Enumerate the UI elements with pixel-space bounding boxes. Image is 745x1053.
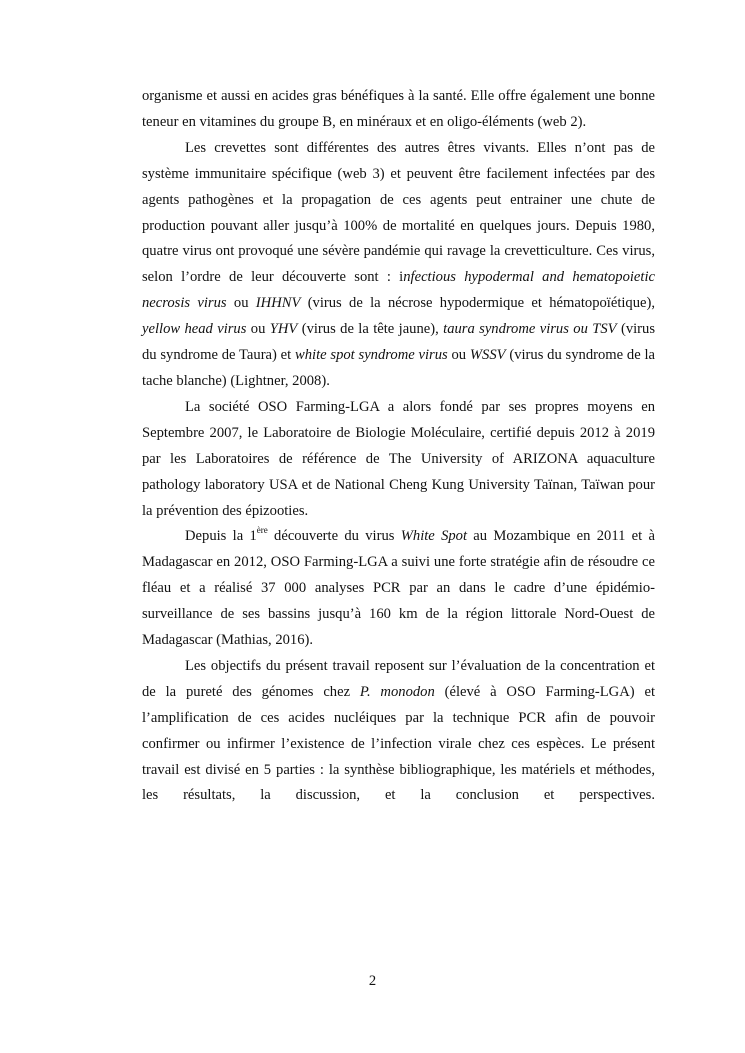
text-run: organisme et aussi en acides gras bénéfiques à la santé. Elle offre également une bonne teneur en vitamines du groupe B, en minéraux et en oligo-éléments (web 2). <box>142 88 655 130</box>
text-run: Les objectifs du présent travail reposent sur l’évaluation de la concentration et de la pureté des génomes chez <box>142 657 655 700</box>
text-run: La société OSO Farming-LGA a alors fondé par ses propres moyens en Septembre 2007, le Laboratoire de Biologie Moléculaire, certifié depuis 2012 à 2019 par les Laboratoires de référence de The University of ARIZONA aquaculture pathology laboratory USA et de National Cheng Kung University Taïnan, Taïwan pour la prévention des épizooties. <box>142 398 655 519</box>
text-run: (virus de la nécrose hypodermique et hématopoïétique), <box>300 295 656 312</box>
superscript-text: ère <box>256 524 268 535</box>
text-run: (virus du syndrome de Taura) et <box>142 321 656 364</box>
body-text <box>142 84 655 809</box>
text-run: au Mozambique en 2011 et à Madagascar en 2012, OSO Farming-LGA a suivi une forte stratégie afin de résoudre ce fléau et a réalisé 37 000 analyses PCR par an dans le cadre d’une épidémio-surveillance de ses bassins jusqu’à 160 km de la région littorale Nord-Ouest de Madagascar (Mathias, 2016). <box>142 528 655 649</box>
text-run: ou <box>246 321 270 338</box>
italic-text: YHV <box>269 321 298 338</box>
text-run: découverte du virus <box>267 528 401 545</box>
italic-text: IHHNV <box>255 295 301 312</box>
text-run: (virus de la tête jaune), <box>297 321 444 338</box>
paragraph <box>142 654 655 809</box>
paragraph <box>142 395 655 525</box>
italic-text: White Spot <box>400 528 468 545</box>
page-number: 2 <box>368 973 377 989</box>
text-run: ou <box>226 295 256 312</box>
italic-text: WSSV <box>469 347 506 364</box>
text-run: (virus du syndrome de la tache blanche) (Lightner, 2008). <box>142 347 655 389</box>
paragraph <box>142 524 655 654</box>
paragraph <box>142 84 655 136</box>
text-run: (élevé à OSO Farming-LGA) et l’amplification de ces acides nucléiques par la technique PCR afin de pouvoir confirmer ou infirmer l’existence de l’infection virale chez ces espèces. Le présent travail est divisé en 5 parties : la synthèse bibliographique, les matériels et méthodes, les résultats, la discussion, et la conclusion et perspectives. <box>142 683 655 804</box>
paragraph <box>142 136 655 395</box>
text-run: Depuis la 1 <box>185 528 257 545</box>
text-run: Les crevettes sont différentes des autres êtres vivants. Elles n’ont pas de système immunitaire spécifique (web 3) et peuvent être facilement infectées par des agents pathogènes et la propagation de ces agents peut entrainer une chute de production pouvant aller jusqu’à 100% de mortalité en quelques jours. Depuis 1980, quatre virus ont provoqué une sévère pandémie qui ravage la crevetticulture. Ces virus, selon l’ordre de leur découverte sont : i <box>142 139 655 286</box>
italic-text: yellow head virus <box>142 321 247 338</box>
italic-text: P. monodon <box>359 683 435 700</box>
italic-text: nfectious hypodermal and hematopoietic necrosis virus <box>142 269 655 312</box>
text-run: ou <box>447 347 470 364</box>
italic-text: white spot syndrome virus <box>295 347 448 364</box>
italic-text: taura syndrome virus ou TSV <box>443 321 617 338</box>
